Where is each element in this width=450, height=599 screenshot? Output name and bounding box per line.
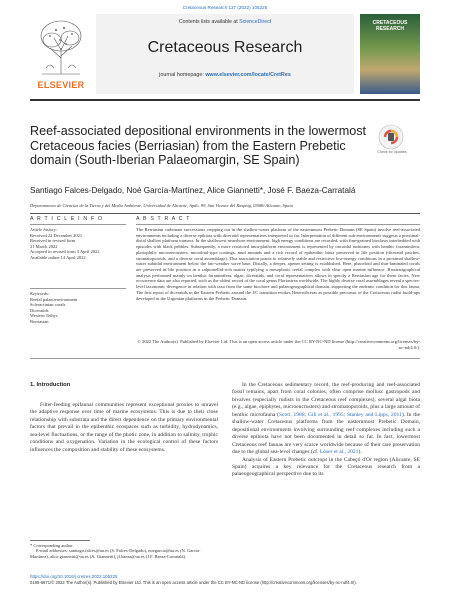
citation-link[interactable]: Löser et al., 2021 bbox=[319, 449, 359, 456]
history-line: 21 March 2022 bbox=[30, 243, 58, 249]
body-column-right bbox=[232, 382, 420, 479]
author-list: Santiago Falces-Delgado, Noé García-Martínez, Alice Giannetti*, José F. Baeza-Carratalá bbox=[30, 186, 356, 195]
article-history bbox=[30, 227, 126, 261]
sciencedirect-link[interactable]: ScienceDirect bbox=[239, 19, 272, 25]
keywords-label: Keywords: bbox=[30, 291, 50, 296]
intro-paragraph: Analysis of Eastern Prebetic outcrops in the Cabeçó d'Or region (Alicante, SE Spain) acquires a key relevance for the Cretaceous research from a palaeogeographical perspective due to its bbox=[232, 456, 420, 478]
history-line: Available online 14 April 2022 bbox=[30, 254, 86, 260]
article-title: Reef-associated depositional environments in the lowermost Cretaceous facies (Berriasian) from the Eastern Prebetic domain (South-Iberian Palaeomargin, SE Spain) bbox=[30, 124, 367, 167]
paragraph-text: In the Cretaceous sedimentary record, the reef-producing and reef-associated fossil remains, apart from coral colonies, often comprise mollusc gastropods and bivalves (especially rudists in the Cretaceous reef complexes), several algal biota (e.g., algae, epiphytes, microencrusters) and stromatoporoids, plus a large amount of benthic microfauna ( bbox=[232, 382, 420, 418]
contents-prefix: Contents lists available at bbox=[178, 19, 240, 25]
header-divider bbox=[30, 99, 420, 101]
abstract-heading: A B S T R A C T bbox=[136, 216, 191, 222]
keyword: Diceratids bbox=[30, 307, 49, 313]
intro-paragraph bbox=[232, 382, 420, 457]
citation-link[interactable]: Scott, 1988; Gili et al., 1995; Stanley and Lipps, 2011 bbox=[278, 411, 402, 418]
journal-cover-image[interactable] bbox=[360, 14, 420, 94]
intro-paragraph: Filter-feeding epifaunal communities represent exceptional proxies to unravel the adaptive response over time of marine ecosystems. This is due to their close relationship with substrata and the direct dependence on the primary environmental factors that prevail in the epibenthic ecospaces such as turbidity, hydrodynamics, sea-level fluctuations, or the range of the photic zone, in addition to salinity, trophic conditions and oxygenation. Variation in the ecological control of these factors influences the composition and stability of these ecosystems. bbox=[30, 402, 218, 453]
elsevier-logo[interactable] bbox=[30, 14, 92, 92]
introduction-heading: 1. Introduction bbox=[30, 382, 71, 388]
body-column-left bbox=[30, 402, 218, 454]
homepage-label: journal homepage: bbox=[159, 72, 206, 78]
elsevier-tree-icon bbox=[36, 18, 86, 76]
article-info-heading: A R T I C L E I N F O bbox=[30, 216, 104, 222]
check-for-updates-icon[interactable] bbox=[378, 124, 404, 150]
license-line[interactable]: 0195-6671/© 2022 The Author(s). Published by Elsevier Ltd. This is an open access article under the CC BY-NC-ND license (http://creativecommons.org/licenses/by-nc-nd/4.0/). bbox=[30, 580, 357, 585]
footnote bbox=[30, 543, 218, 559]
section-divider bbox=[30, 213, 420, 214]
paragraph-text: ). bbox=[358, 449, 362, 456]
cover-title: CRETACEOUS RESEARCH bbox=[372, 20, 408, 32]
history-line: Accepted in revised form 3 April 2022 bbox=[30, 249, 100, 255]
check-for-updates-label: Check for updates bbox=[377, 150, 407, 154]
corresponding-author-note: * Corresponding author. bbox=[30, 543, 74, 548]
abstract-copyright[interactable]: © 2022 The Author(s). Published by Elsevier Ltd. This is an open access article under the CC BY-NC-ND license (http://creativecommons.org/licenses/by-nc-nd/4.0/). bbox=[137, 339, 420, 350]
history-line: Received 22 December 2021 bbox=[30, 232, 83, 238]
journal-banner bbox=[96, 14, 354, 94]
elsevier-wordmark: ELSEVIER bbox=[37, 80, 85, 90]
keyword: Berriasian bbox=[30, 318, 49, 324]
paragraph-text: ). In the shallow-water Cretaceous platforms from the easternmost Prebetic Domain, depositional environments involving surrounding reef complexes including such a diverse epibiota have not been documented in detail so far. In fact, lowermost Cretaceous reef faunas are very scarce worldwide because of their rare preservation due to the global sea-level changes (cf. bbox=[232, 411, 420, 456]
doi-link[interactable]: https://doi.org/10.1016/j.cretres.2022.105225 bbox=[30, 574, 118, 579]
abstract-divider bbox=[136, 224, 420, 225]
footnote-divider bbox=[30, 540, 90, 541]
article-info-divider bbox=[30, 224, 126, 225]
homepage-link[interactable]: www.elsevier.com/locate/CretRes bbox=[205, 72, 291, 78]
keyword: Reefal palaeoenvironment bbox=[30, 296, 78, 302]
keyword: Western Tethys bbox=[30, 313, 58, 319]
journal-reference[interactable]: Cretaceous Research 137 (2022) 105225 bbox=[182, 5, 268, 10]
journal-homepage bbox=[96, 72, 354, 78]
history-label: Article history: bbox=[30, 227, 58, 232]
journal-title: Cretaceous Research bbox=[147, 39, 303, 56]
keywords bbox=[30, 291, 126, 325]
history-line: Received in revised form bbox=[30, 238, 76, 244]
abstract-text: The Berriasian carbonate successions cropping out in the shallow-water platform of the easternmost Prebetic Domain (SE Spain) involve reef-associated environments including a diverse epibiota with diceratid representatives interpreted so far. Interpretation of different sub-environments suggests a proximal-distal shallow platform transect. In the shallowest nearshore environment, high energy conditions are recorded, with fine-grained bioclasts interbedded with episodes with black pebbles. Subsequently, a more restricted intra-platform environment is represented by oncoidal rudstones with benthic foraminifera, photophilic microencrusters, microbial-type coatings, mud mounds and a rich record of epibenthic biota preserved in life position (diceratid patches, stromatoporoids, and a diverse coral assemblage). This association points to relatively stable and restrictive low-energy conditions in a proximal shallow-water subtidal environment below the fair-weather wave base. Distally, a deeper, opener setting is established. Here, phaceloid and thin-laminated corals are preserved in life position in a calpionellid-rich matrix typifying a mesophotic reefal complex with clear open marine influence. Biostratigraphical analysis performed mainly on benthic foraminifera, algae, diceratids, and coral representatives allows to specify a Berriasian age for these facies. New occurrence data are also reported, such as the oldest record of the coral genus Floriastrea worldwide. The highly diverse coral assemblages reveal a species-level taxonomic divergence in relation with taxa from the same biochore and palaeogeographical domain, supporting the endemic condition for this fauna. The first report of diceratids in the Eastern Prebetic around the J/C transition evokes Heterodiceras as possible precursor of the Cretaceous rudist build-ups developed in the Urgonian platforms in the Prebetic Domain. bbox=[136, 227, 421, 301]
contents-line bbox=[96, 19, 354, 25]
body-divider bbox=[30, 358, 420, 359]
author-affiliation: Departamento de Ciencias de la Tierra y del Medio Ambiente, Universidad de Alicante, Apdo. 99, San Vicente del Raspeig, 03080 Alicante, Spain bbox=[30, 203, 293, 208]
email-addresses[interactable]: E-mail addresses: santiago.falces@ua.es (S. Falces-Delgado), noegarcia@ua.es (N. García-Martínez), alice.giannetti@ua.es (A. Giannetti), jf.baeza@ua.es (J.F. Baeza-Carratalá). bbox=[30, 548, 201, 559]
journal-header bbox=[30, 14, 420, 94]
keyword: Scleractinian corals bbox=[30, 302, 66, 308]
keywords-divider bbox=[30, 288, 126, 289]
